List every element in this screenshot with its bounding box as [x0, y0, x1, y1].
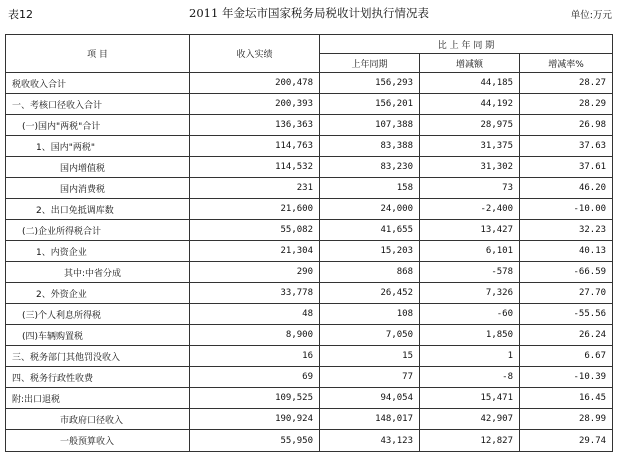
row-change-cell: 6,101	[420, 241, 520, 262]
row-last-year-cell: 83,388	[320, 136, 420, 157]
row-item-cell: 四、税务行政性收费	[6, 367, 190, 388]
header-last-year: 上年同期	[320, 54, 420, 73]
row-rate-cell: 26.24	[520, 325, 613, 346]
row-rate-cell: 27.70	[520, 283, 613, 304]
row-revenue-cell: 200,478	[190, 73, 320, 94]
table-row	[6, 262, 613, 283]
row-item-cell: (四)车辆购置税	[6, 325, 190, 346]
row-rate-cell: 28.29	[520, 94, 613, 115]
row-item-cell: (三)个人利息所得税	[6, 304, 190, 325]
row-revenue-cell: 231	[190, 178, 320, 199]
row-last-year-cell: 26,452	[320, 283, 420, 304]
table-row	[6, 136, 613, 157]
row-item-cell: 1、内资企业	[6, 241, 190, 262]
table-row	[6, 430, 613, 452]
row-revenue-cell: 33,778	[190, 283, 320, 304]
header-change: 增减额	[420, 54, 520, 73]
header-item: 项 目	[6, 35, 190, 73]
row-item-cell: 税收收入合计	[6, 73, 190, 94]
row-rate-cell: -66.59	[520, 262, 613, 283]
row-last-year-cell: 156,201	[320, 94, 420, 115]
table-row	[6, 220, 613, 241]
table-row	[6, 157, 613, 178]
row-rate-cell: -10.39	[520, 367, 613, 388]
table-row	[6, 325, 613, 346]
row-revenue-cell: 114,532	[190, 157, 320, 178]
row-revenue-cell: 48	[190, 304, 320, 325]
header-compare: 比 上 年 同 期	[320, 35, 613, 54]
row-last-year-cell: 43,123	[320, 430, 420, 452]
table-title: 2011 年金坛市国家税务局税收计划执行情况表	[189, 6, 429, 20]
table-row	[6, 115, 613, 136]
row-change-cell: -578	[420, 262, 520, 283]
row-item-cell: 国内增值税	[6, 157, 190, 178]
row-last-year-cell: 148,017	[320, 409, 420, 430]
row-last-year-cell: 107,388	[320, 115, 420, 136]
table-row	[6, 199, 613, 220]
row-revenue-cell: 109,525	[190, 388, 320, 409]
table-row	[6, 367, 613, 388]
row-change-cell: -8	[420, 367, 520, 388]
tax-plan-table	[5, 34, 613, 452]
row-revenue-cell: 8,900	[190, 325, 320, 346]
row-item-cell: 2、外资企业	[6, 283, 190, 304]
row-rate-cell: -10.00	[520, 199, 613, 220]
row-rate-cell: 26.98	[520, 115, 613, 136]
row-change-cell: 73	[420, 178, 520, 199]
row-revenue-cell: 21,304	[190, 241, 320, 262]
table-row	[6, 94, 613, 115]
row-rate-cell: 37.61	[520, 157, 613, 178]
row-rate-cell: 37.63	[520, 136, 613, 157]
row-revenue-cell: 55,950	[190, 430, 320, 452]
row-last-year-cell: 94,054	[320, 388, 420, 409]
header-rate: 增减率%	[520, 54, 613, 73]
row-change-cell: 44,185	[420, 73, 520, 94]
row-revenue-cell: 200,393	[190, 94, 320, 115]
row-change-cell: -60	[420, 304, 520, 325]
row-rate-cell: 28.99	[520, 409, 613, 430]
table-row	[6, 346, 613, 367]
row-change-cell: 28,975	[420, 115, 520, 136]
row-rate-cell: 16.45	[520, 388, 613, 409]
row-revenue-cell: 114,763	[190, 136, 320, 157]
row-last-year-cell: 108	[320, 304, 420, 325]
table-row	[6, 73, 613, 94]
row-rate-cell: 40.13	[520, 241, 613, 262]
row-last-year-cell: 15,203	[320, 241, 420, 262]
row-rate-cell: 6.67	[520, 346, 613, 367]
row-revenue-cell: 69	[190, 367, 320, 388]
row-item-cell: 1、国内"两税"	[6, 136, 190, 157]
table-row	[6, 388, 613, 409]
row-last-year-cell: 24,000	[320, 199, 420, 220]
row-rate-cell: 32.23	[520, 220, 613, 241]
row-change-cell: 31,375	[420, 136, 520, 157]
row-change-cell: 1	[420, 346, 520, 367]
row-change-cell: 1,850	[420, 325, 520, 346]
row-last-year-cell: 868	[320, 262, 420, 283]
unit-label: 单位:万元	[570, 10, 612, 21]
row-change-cell: 12,827	[420, 430, 520, 452]
row-change-cell: -2,400	[420, 199, 520, 220]
table-caption	[0, 0, 618, 24]
row-item-cell: 市政府口径收入	[6, 409, 190, 430]
row-item-cell: 一般预算收入	[6, 430, 190, 452]
row-last-year-cell: 15	[320, 346, 420, 367]
row-revenue-cell: 290	[190, 262, 320, 283]
row-item-cell: 一、考核口径收入合计	[6, 94, 190, 115]
row-revenue-cell: 136,363	[190, 115, 320, 136]
row-change-cell: 42,907	[420, 409, 520, 430]
row-change-cell: 7,326	[420, 283, 520, 304]
row-rate-cell: 29.74	[520, 430, 613, 452]
row-last-year-cell: 77	[320, 367, 420, 388]
table-row	[6, 409, 613, 430]
row-item-cell: (二)企业所得税合计	[6, 220, 190, 241]
row-last-year-cell: 83,230	[320, 157, 420, 178]
table-row	[6, 241, 613, 262]
row-change-cell: 44,192	[420, 94, 520, 115]
table-body	[6, 73, 613, 452]
row-revenue-cell: 21,600	[190, 199, 320, 220]
row-item-cell: 三、税务部门其他罚没收入	[6, 346, 190, 367]
row-revenue-cell: 55,082	[190, 220, 320, 241]
row-item-cell: (一)国内"两税"合计	[6, 115, 190, 136]
row-item-cell: 其中:中省分成	[6, 262, 190, 283]
row-revenue-cell: 190,924	[190, 409, 320, 430]
table-label: 表12	[8, 8, 33, 21]
header-revenue: 收入实绩	[190, 35, 320, 73]
row-rate-cell: 46.20	[520, 178, 613, 199]
table-row	[6, 283, 613, 304]
row-revenue-cell: 16	[190, 346, 320, 367]
row-rate-cell: -55.56	[520, 304, 613, 325]
row-item-cell: 附:出口退税	[6, 388, 190, 409]
row-change-cell: 31,302	[420, 157, 520, 178]
row-last-year-cell: 158	[320, 178, 420, 199]
row-rate-cell: 28.27	[520, 73, 613, 94]
row-last-year-cell: 156,293	[320, 73, 420, 94]
row-last-year-cell: 7,050	[320, 325, 420, 346]
row-change-cell: 13,427	[420, 220, 520, 241]
row-item-cell: 2、出口免抵调库数	[6, 199, 190, 220]
row-last-year-cell: 41,655	[320, 220, 420, 241]
row-item-cell: 国内消费税	[6, 178, 190, 199]
row-change-cell: 15,471	[420, 388, 520, 409]
table-row	[6, 304, 613, 325]
table-row	[6, 178, 613, 199]
